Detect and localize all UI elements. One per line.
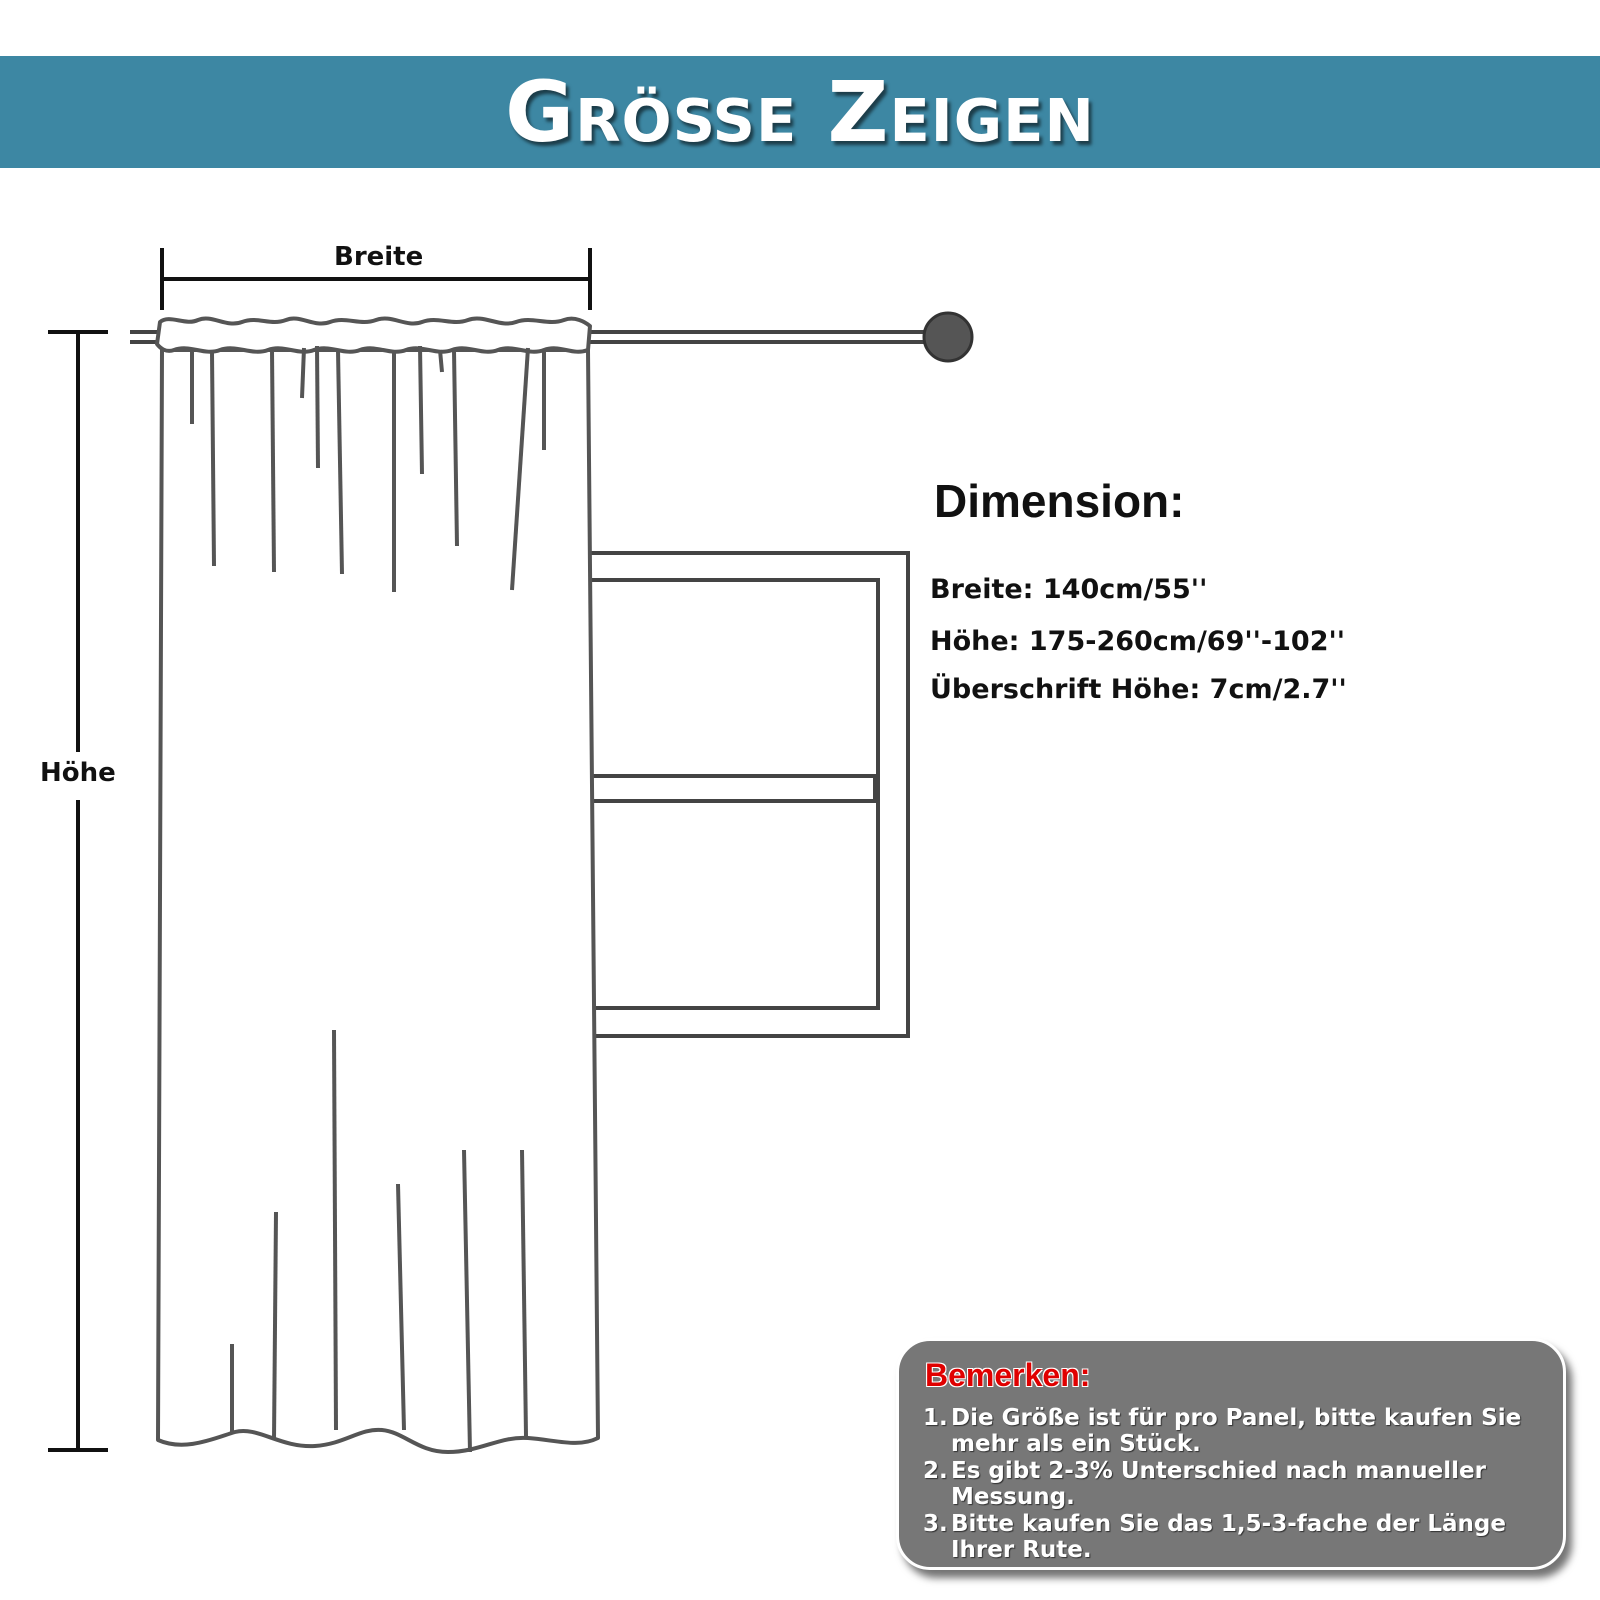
- list-item: [923, 1405, 1553, 1457]
- window-drawing: [570, 553, 908, 1036]
- note-text: Bitte kaufen Sie das 1,5-3-fache der Länge Ihrer Rute.: [951, 1511, 1506, 1563]
- rod-finial: [924, 313, 972, 361]
- note-number: 2.: [923, 1458, 948, 1484]
- dimension-height: Höhe: 175-260cm/69''-102'': [930, 626, 1346, 657]
- dimension-width: Breite: 140cm/55'': [930, 574, 1208, 605]
- note-number: 3.: [923, 1511, 948, 1537]
- note-text: Die Größe ist für pro Panel, bitte kaufen Sie mehr als ein Stück.: [951, 1405, 1522, 1457]
- notes-box: [896, 1338, 1566, 1570]
- note-number: 1.: [923, 1405, 948, 1431]
- window-inner-frame: [570, 580, 878, 1008]
- window-sash-bar: [570, 776, 875, 801]
- dimension-heading: Dimension:: [934, 475, 1185, 527]
- window-outer-frame: [570, 553, 908, 1036]
- notes-list: [923, 1405, 1553, 1564]
- page-title: Größe Zeigen: [505, 63, 1095, 161]
- list-item: [923, 1511, 1553, 1563]
- width-label: Breite: [334, 242, 424, 272]
- list-item: [923, 1458, 1553, 1510]
- dimension-header-height: Überschrift Höhe: 7cm/2.7'': [930, 674, 1347, 705]
- height-dimension-bracket: [48, 332, 108, 1450]
- notes-title: Bemerken:: [925, 1357, 1091, 1393]
- curtain-panel: [157, 318, 598, 1452]
- note-text: Es gibt 2-3% Unterschied nach manueller Messung.: [951, 1458, 1486, 1510]
- height-label: Höhe: [40, 758, 116, 788]
